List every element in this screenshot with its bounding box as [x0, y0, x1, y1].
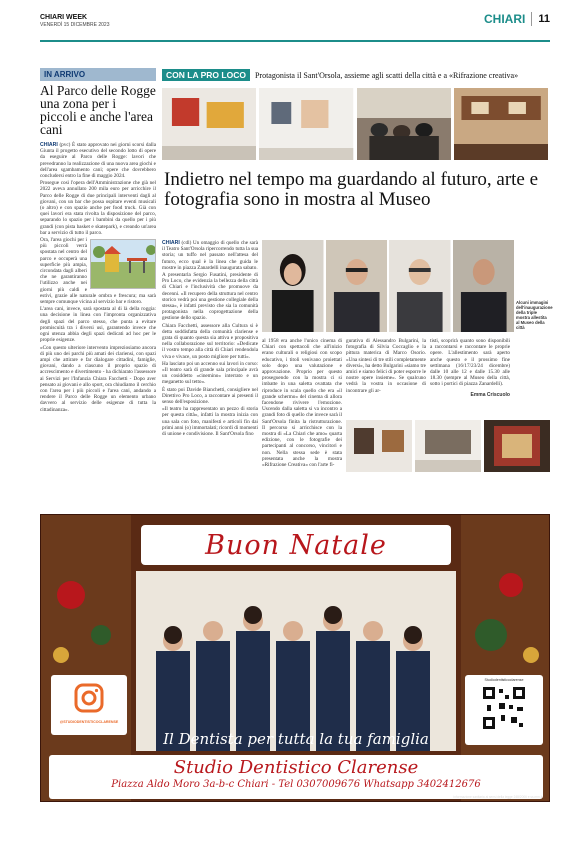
gallery-photo	[346, 420, 412, 472]
article-column: al 1958 era anche l'unico cinema di Chiari con spettacoli che all'inizio erano culturali o religiosi con scopo educativo, i titoli venivano proiettati solo dopo una valutazione e approvazione. Proprio per questo proseguendo con la mostra ci si imbatte in una saletta ovattata che riproduce in scala quello che era «il grande schermo» del cinema di allora facendone rivivere l'emozione. Uscendo dalla saletta si va incontro a grandi foto di quello che invece sarà il Sant'Orsola finita la ristrutturazione. Il percorso si arricchisce con la mostra di «La Chiari che amo» quarta edizione, con le fotografie dei partecipanti al concorso, vincitori e non. Nella stessa sede è stata presentata anche la mostra «Rifrazione Creativa» con l'arte fi-	[262, 338, 342, 469]
section-label	[484, 12, 550, 26]
left-headline: Al Parco delle Rogge una zona per i piccoli e anche l'area cani	[40, 83, 156, 137]
gallery-photos	[346, 420, 550, 472]
instagram-handle[interactable]: @STUDIODENTISTICOCLARENSE	[59, 720, 119, 724]
article-paragraph: Ha lasciato poi un accenno sui lavori in corso: «Il teatro sarà di grande sala principale avrà un cosiddetto «cinemino» interrato e un meganetto sul tetto».	[162, 360, 258, 386]
article-column	[162, 240, 258, 438]
qr-label: Studiodentisticoclarense	[484, 678, 524, 682]
qr-code-icon[interactable]	[481, 685, 527, 731]
right-lead: CHIARI	[162, 240, 180, 246]
left-body	[40, 142, 156, 413]
issue-date: VENERDÌ 15 DICEMBRE 2023	[40, 22, 110, 28]
portrait-photo	[453, 240, 515, 332]
portrait-photo	[389, 240, 451, 332]
qr-box	[465, 675, 543, 745]
exhibition-photo	[357, 88, 451, 160]
right-kicker	[162, 68, 548, 82]
photo-caption: Alcuni immagini dell'inaugurazione della triple mostra allestita al Museo della città	[516, 300, 553, 330]
article-column	[430, 338, 510, 398]
studio-address: Piazza Aldo Moro 3a-b-c Chiari - Tel 0307009676 Whatsapp 3402412676	[111, 779, 481, 790]
portrait-photo	[262, 240, 324, 332]
article-paragraph: A presentarla Sergio Fusatini, presidente di Pro Loco, che evidenzia la bellezza della città di Chiari e l'inclusività che promuove da decenni. «Il recupero della struttura nel centro storico vedrà poi una gestione collegiale della stessa», è infatti previsto che sia la comunità protagonista nella coprogettazione della gestione dello spazio.	[162, 272, 258, 322]
left-article	[40, 68, 156, 414]
article-column: gurativa di Alessandro Bulgarini, la fotografia di Silvia Coccaglio e la pittura materica di Marco Osorio. «Una sintesi di tre stili completamente diversi», ha detto Bulgarini «siamo tre amici e siamo felici di poter esporre le nostre opere insieme». Se qualcuno vedrà la vostra in occasione di incontrare gli ar-	[346, 338, 426, 394]
pro-loco-tag: CON LA PRO LOCO	[162, 69, 250, 81]
left-kicker: IN ARRIVO	[40, 68, 156, 81]
exhibition-photo-strip	[162, 88, 548, 160]
gallery-photo	[415, 420, 481, 472]
exhibition-photo	[454, 88, 548, 160]
main-headline: Indietro nel tempo ma guardando al futuro, arte e fotografia sono in mostra al Museo	[164, 169, 539, 210]
ad-slogan: Il Dentista per tutta la tua famiglia	[163, 730, 429, 748]
left-paragraph: CHIARI (pvc) È stato approvato nei giorni scorsi dalla Giunta il progetto esecutivo del secondo lotto di opere da eseguire al Parco delle Rogge: lavori che prevedranno la realizzazione di una nuova area giochi e dell'area sgambamento cani; opere che dovrebbero concludersi entro la fine di maggio 2024.	[40, 142, 156, 180]
gallery-photo	[484, 420, 550, 472]
christmas-banner	[141, 525, 451, 565]
instagram-icon	[74, 683, 104, 713]
article-paragraph: È stato poi Davide Bianchetti, consigliere nel Direttivo Pro Loco, a raccontare ai presenti il senso dell'esposizione.	[162, 386, 258, 406]
left-lead: CHIARI	[40, 142, 58, 148]
playground-photo	[90, 239, 156, 289]
exhibition-photo	[162, 88, 256, 160]
speaker-portraits	[262, 240, 514, 332]
left-paragraph: Prosegue così l'opera dell'Amministrazione che già nel 2022 aveva annullato 200 mila euro per arricchire il Parco delle Rogge di due principali interventi dagli al giovani, con un bar che possa ospitare eventi musicali (o altro) e con spazio anche per food truck. Già con quei lavori era stata rivolta la disposizione del parco, separando lo spazio per i bambini da quello per i più grandi (con pista basket e skatepark), e creando un'area bar a servizio di tutto il parco.	[40, 180, 156, 236]
section-name: CHIARI	[484, 12, 532, 26]
article-paragraph: tisti, scoprirà quanto sono disponibili a raccontarsi e raccontare le proprie opere. L'allestimento sarà aperto anche questo e il prossimo fine settimana (16/17/23/24 dicembre) dalle 10 alle 12 e dalle 15.30 alle 18.30 (sempre al Museo della città, sotto i portici di piazza Zanardelli).	[430, 338, 510, 388]
studio-name: Studio Dentistico Clarense	[173, 757, 419, 778]
right-subhead: Protagonista il Sant'Orsola, assieme agli scatti della città e a «Rifrazione creativa»	[254, 70, 519, 80]
brand-name: CHIARI WEEK	[40, 14, 88, 21]
page-number: 11	[538, 13, 550, 25]
article-paragraph: Chiara Facchetti, assessore alla Cultura si è detta soddisfatta della comunità clariense e grata di quanto questa sia attiva e propositiva nella collaborazione sul territorio: «Dedicate il vostro tempo alla città di Chiari rendendola viva e vivace, un posto migliore per tutti».	[162, 322, 258, 360]
article-paragraph: CHIARI (cdl) Un omaggio di quello che sarà il Teatro Sant'Orsola ripercorrendo tutta la sua storia; un tuffo nel passato nell'attesa del futuro, ecco qual è la linea che guida le mostre in piazza Zanardelli inaugurata sabato.	[162, 240, 259, 271]
page-header	[40, 12, 550, 42]
instagram-box	[51, 675, 127, 735]
portrait-photo	[326, 240, 388, 332]
legal-note: Informazione sanitaria ai sensi della legge 248/2006 e ss.mm.ii.	[453, 795, 543, 799]
team-photo	[136, 571, 456, 751]
byline: Emma Criscuolo	[470, 391, 510, 398]
dental-studio-ad	[40, 514, 550, 802]
article-paragraph: «Il teatro ha rappresentato un pezzo di storia per questa città», infatti la mostra inizia con una sala con foto, manifesti e articoli fin dai primi anni (o) immortalati; ricordi di momenti di unione e condivisione. Il Sant'Orsola fino	[162, 406, 258, 438]
masthead	[40, 14, 109, 28]
exhibition-photo	[259, 88, 353, 160]
left-paragraph: Ora, l'area giochi per i più piccoli verrà spostata nel centro del parco e occuperà una superficie più ampia, circondata dagli alberi che ne garantiranno l'utilizzo anche nei giorni più caldi e estivi, grazie alle naturale ombra e frescura; ma sarà sempre comunque vicina al servizio bar e ristoro.	[40, 237, 156, 306]
left-paragraph: «Con questo ulteriore intervento impreziosiamo ancora di più uno dei parchi più amati dei clariensi, con spazi ampi che attirare e far dialogare cittadini, famiglie, giovani, dando a ciascuno il proprio spazio di accrescimento e divertimento - ha dichiarato l'assessore ai Servizi per l'Infanzia Chiara Facchetti - Dopo aver pensato ai giovani e allo sport, ora chiudiamo il cerchio con l'area per i più piccoli e l'area cani, andando a rendere il Parco delle Rogge un elemento urbano davvero al servizio delle esigenze di tutta la cittadinanza».	[40, 344, 156, 413]
banner-text: Buon Natale	[205, 529, 387, 561]
left-paragraph: L'area cani, invece, sarà spostata al di là della roggia: una decisione in linea con l'impronta organizzativa degli spazi del parco stesso, che punta a evitare promiscuità tra i diversi usi, garantendo invece che ogni utenza abbia degli spazi dedicati ad hoc per le proprie esigenze.	[40, 306, 156, 344]
studio-info	[49, 755, 543, 799]
